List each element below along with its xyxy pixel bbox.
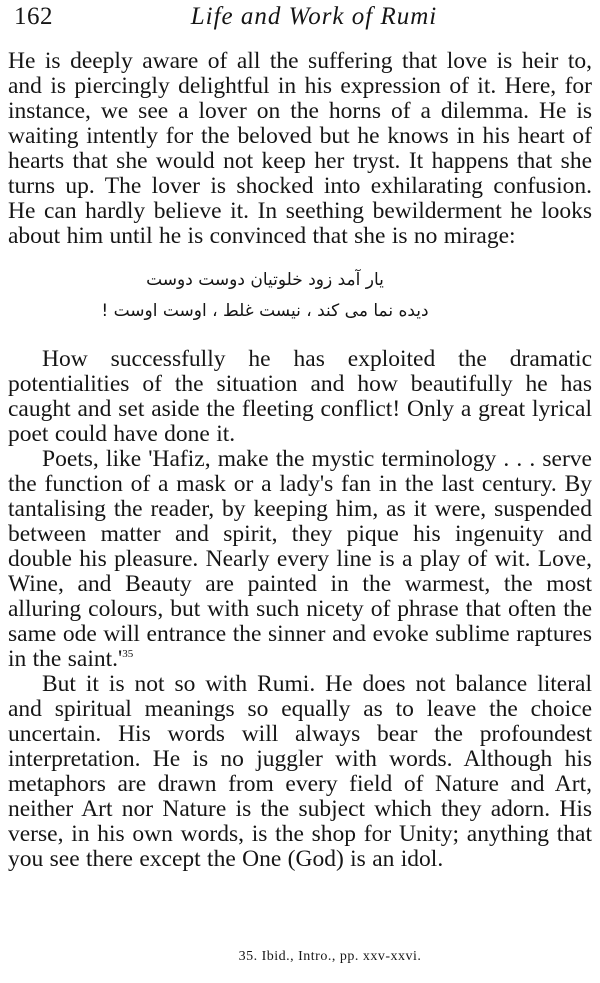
footnote-marker: 35 bbox=[122, 648, 134, 661]
persian-verse bbox=[8, 265, 592, 327]
quotation-text: Poets, like 'Hafiz, make the mystic terminology . . . serve the function of a mask or a lady's fan in the last century. By tantalising the reader, by keeping him, as it were, suspended between matter and spirit, they pique his ingenuity and double his pleasure. Nearly every line is a play of wit. Love, Wine, and Beauty are painted in the warmest, the most alluring colours, but with such nicety of phrase that often the same ode will entrance the sinner and evoke sublime raptures in the saint.' bbox=[8, 446, 592, 672]
persian-verse-line-1: یار آمد زود خلوتیان دوست دوست bbox=[146, 270, 384, 290]
persian-verse-line-2: دیده نما می کند ، نیست غلط ، اوست اوست ! bbox=[101, 301, 429, 321]
paragraph-quotation bbox=[8, 447, 592, 672]
paragraph-intro: He is deeply aware of all the suffering that love is heir to, and is piercingly delightful in his expression of it. Here, for instance, we see a lover on the horns of a dilemma. He is waiting intently for the beloved but he knows in his heart of hearts that she would not keep her tryst. It happens that she turns up. The lover is shocked into exhilarating confusion. He can hardly believe it. In seething bewilderment he looks about him until he is convinced that she is no mirage: bbox=[8, 48, 592, 249]
page-number: 162 bbox=[14, 3, 53, 30]
page-header bbox=[8, 0, 592, 44]
running-title: Life and Work of Rumi bbox=[190, 3, 438, 30]
paragraph-analysis: How successfully he has exploited the dramatic potentialities of the situation and how beautifully he has caught and set aside the fleeting conflict! Only a great lyrical poet could have done it. bbox=[8, 346, 592, 447]
footnote: 35. Ibid., Intro., pp. xxv-xxvi. bbox=[238, 949, 422, 964]
paragraph-conclusion: But it is not so with Rumi. He does not balance literal and spiritual meanings so equally as to leave the choice uncertain. His words will always bear the profoundest interpretation. He is no juggler with words. Although his metaphors are drawn from every field of Nature and Art, neither Art nor Nature is the subject which they adorn. His verse, in his own words, is the shop for Unity; anything that you see there except the One (God) is an idol. bbox=[8, 671, 592, 872]
